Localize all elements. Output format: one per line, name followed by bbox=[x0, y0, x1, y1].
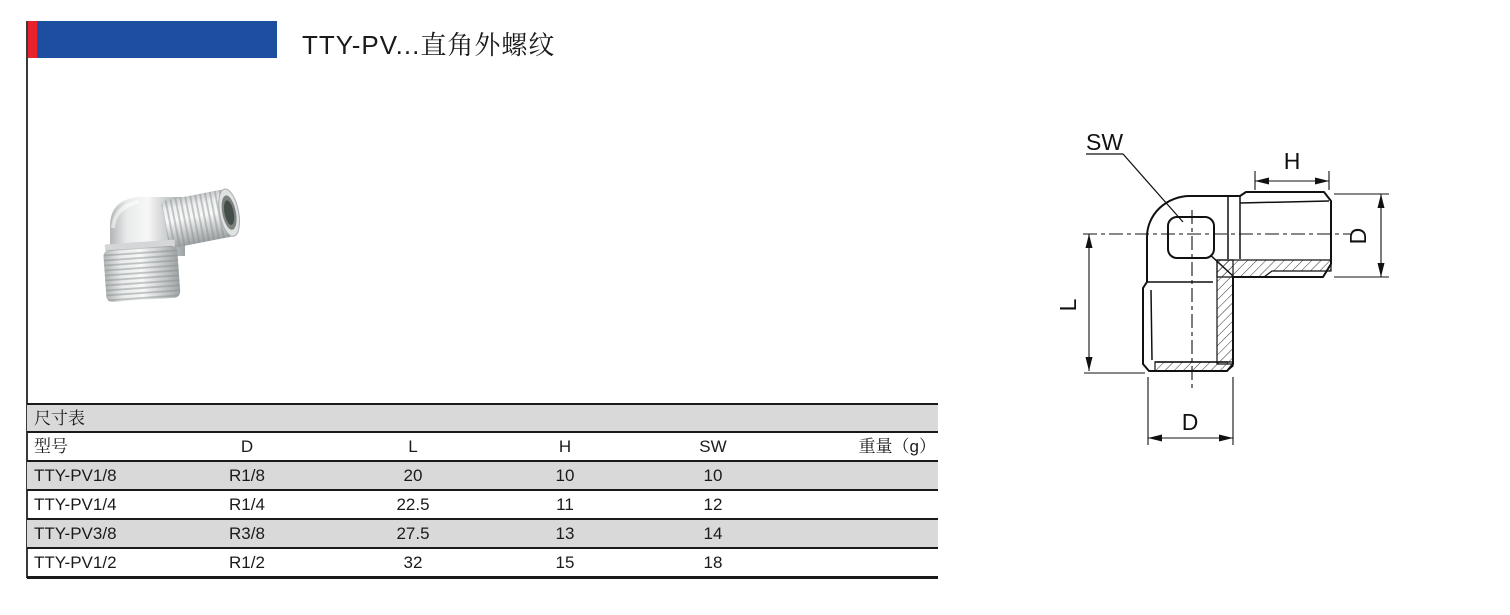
dim-d-right bbox=[1334, 194, 1389, 277]
dim-h bbox=[1255, 148, 1329, 190]
cell-sw: 12 bbox=[703, 495, 723, 514]
cell-model: TTY-PV3/8 bbox=[34, 524, 117, 543]
cell-model: TTY-PV1/2 bbox=[34, 553, 117, 572]
cell-l: 27.5 bbox=[396, 524, 430, 543]
banner-red-accent bbox=[28, 21, 37, 58]
col-header-weight: 重量（g） bbox=[858, 437, 936, 456]
h-label: H bbox=[1283, 148, 1301, 174]
cell-l: 32 bbox=[403, 553, 423, 572]
col-header-h: H bbox=[558, 437, 572, 456]
cell-d: R1/8 bbox=[229, 466, 265, 485]
d-right-label: D bbox=[1345, 227, 1371, 245]
dimension-table bbox=[27, 403, 938, 579]
cell-sw: 18 bbox=[703, 553, 723, 572]
photo-right-thread bbox=[161, 187, 243, 248]
sw-label: SW bbox=[1086, 129, 1124, 155]
cell-d: R1/4 bbox=[229, 495, 265, 514]
table-row bbox=[27, 520, 938, 549]
cell-h: 15 bbox=[555, 553, 575, 572]
cell-d: R1/2 bbox=[229, 553, 265, 572]
cell-weight bbox=[795, 520, 938, 547]
d-bottom-label: D bbox=[1181, 409, 1199, 435]
cell-h: 13 bbox=[555, 524, 575, 543]
table-row bbox=[27, 491, 938, 520]
cell-h: 10 bbox=[555, 466, 575, 485]
col-header-model: 型号 bbox=[34, 437, 68, 456]
product-photo bbox=[93, 156, 255, 306]
cell-weight bbox=[795, 462, 938, 489]
banner-blue-bar bbox=[37, 21, 277, 58]
page-title: TTY-PV...直角外螺纹 bbox=[302, 30, 556, 60]
table-row bbox=[27, 462, 938, 491]
cell-h: 11 bbox=[556, 495, 574, 514]
cell-weight bbox=[795, 491, 938, 518]
cell-l: 20 bbox=[403, 466, 423, 485]
cell-model: TTY-PV1/4 bbox=[34, 495, 117, 514]
cell-l: 22.5 bbox=[396, 495, 430, 514]
cell-weight bbox=[795, 549, 938, 576]
l-label: L bbox=[1055, 298, 1081, 312]
technical-drawing bbox=[1040, 95, 1510, 495]
dim-l bbox=[1055, 234, 1145, 373]
table-row bbox=[27, 549, 938, 576]
col-header-l: L bbox=[408, 437, 418, 456]
cell-sw: 14 bbox=[703, 524, 723, 543]
table-header-row bbox=[27, 433, 938, 462]
col-header-sw: SW bbox=[699, 437, 727, 456]
table-caption: 尺寸表 bbox=[27, 405, 938, 433]
cell-d: R3/8 bbox=[229, 524, 265, 543]
sw-flat bbox=[1168, 217, 1214, 258]
photo-bottom-thread bbox=[103, 239, 181, 302]
dim-sw bbox=[1086, 129, 1183, 222]
cell-model: TTY-PV1/8 bbox=[34, 466, 117, 485]
cell-sw: 10 bbox=[703, 466, 723, 485]
dim-d-bottom bbox=[1148, 377, 1233, 445]
col-header-d: D bbox=[240, 437, 254, 456]
